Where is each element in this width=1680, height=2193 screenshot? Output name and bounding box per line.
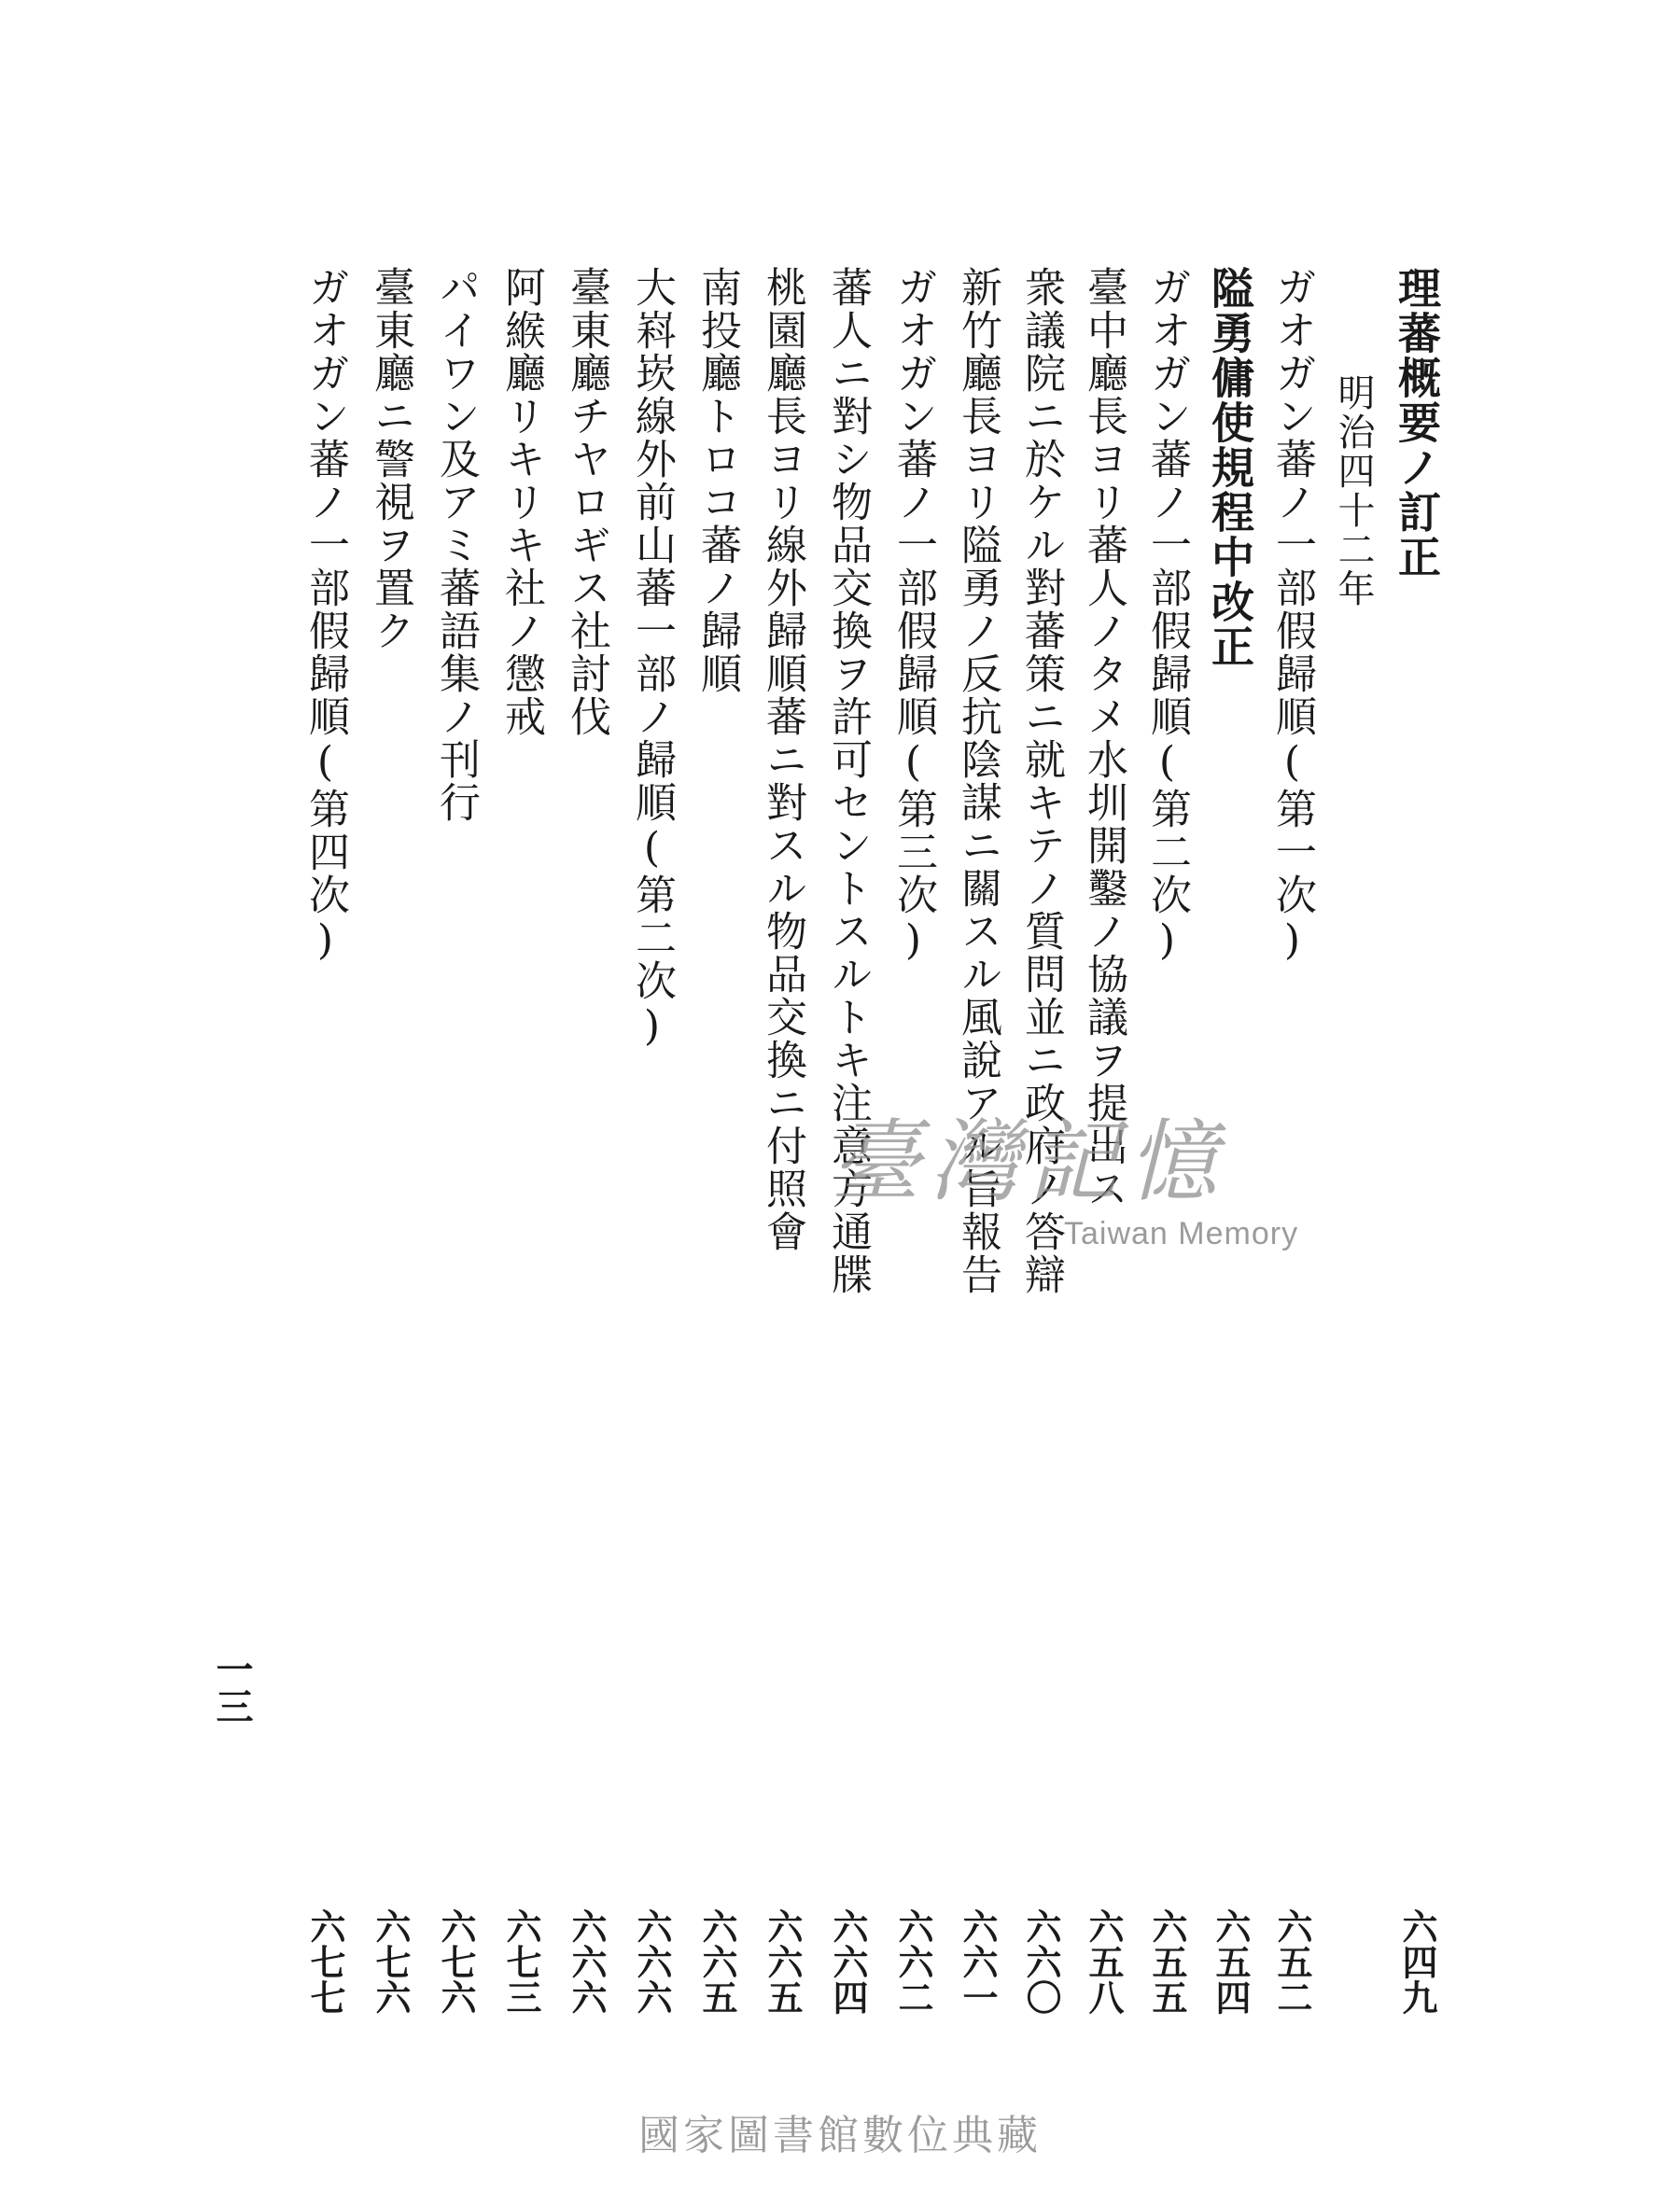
toc-entry-title: ガオガン蕃ノ一部假歸順(第三次): [889, 266, 937, 966]
toc-year-heading: [1325, 266, 1381, 2058]
year-label: 明治四十二年: [1332, 373, 1375, 608]
toc-entry: [427, 266, 483, 2058]
toc-entry: [1389, 266, 1445, 2058]
toc-entry-page: 六六二: [892, 1908, 934, 2015]
toc-entry-title: 阿緱廳リキリキ社ノ懲戒: [497, 266, 545, 738]
toc-entry: [493, 266, 549, 2058]
toc-entry-title: ガオガン蕃ノ一部假歸順(第二次): [1143, 266, 1191, 966]
toc-entry: [689, 266, 745, 2058]
folio-page-number: 一三: [210, 1650, 254, 1725]
toc-entry-page: 六七六: [370, 1908, 412, 2015]
toc-entry-page: 六七六: [435, 1908, 477, 2015]
toc-entry-page: 六六六: [566, 1908, 608, 2015]
toc-entry-page: 六五二: [1271, 1908, 1313, 2015]
toc-entry: [362, 266, 418, 2058]
toc-entry-page: 六五四: [1210, 1908, 1252, 2015]
toc-entry-title: 南投廳トロコ蕃ノ歸順: [693, 266, 741, 695]
toc-entry-title: パイワン及アミ蕃語集ノ刊行: [432, 266, 480, 824]
toc-entry-page: 六五五: [1146, 1908, 1188, 2015]
toc-entry: [754, 266, 810, 2058]
toc-entry-page: 六七七: [304, 1908, 346, 2015]
watermark-en-text: Taiwan Memory: [1064, 1216, 1299, 1251]
toc-entry-title: 蕃人ニ對シ物品交換ヲ許可セントスルトキ注意方通牒: [824, 266, 872, 1296]
toc-entry-page: 六七三: [500, 1908, 542, 2015]
toc-entry-title: 臺中廳長ヨリ蕃人ノタメ水圳開鑿ノ協議ヲ提出ス: [1080, 266, 1127, 1210]
toc-entry-title: 臺東廳ニ警視ヲ置ク: [367, 266, 414, 652]
toc-entry-page: 六六六: [631, 1908, 673, 2015]
watermark-cjk-text: 臺灣記憶: [831, 1110, 1226, 1214]
toc-entry-page: 六六五: [762, 1908, 804, 2015]
toc-entry-page: 六六一: [957, 1908, 999, 2015]
toc-entry-title: 桃園廳長ヨリ線外歸順蕃ニ對スル物品交換ニ付照會: [759, 266, 806, 1253]
library-credit: 國家圖書館數位典藏: [638, 2112, 1042, 2159]
toc-entry-title: ガオガン蕃ノ一部假歸順(第四次): [301, 266, 349, 966]
toc-entry-title: 新竹廳長ヨリ隘勇ノ反抗陰謀ニ關スル風說アル旨報告: [954, 266, 1001, 1296]
toc-entry-page: 六六〇: [1020, 1908, 1062, 2015]
toc-entry: [623, 266, 679, 2058]
toc-entry-title: 理蕃概要ノ訂正: [1392, 266, 1442, 580]
toc-entry-title: 隘勇傭使規程中改正: [1205, 266, 1255, 669]
toc-entry-title: 臺東廳チヤロギス社討伐: [563, 266, 610, 738]
toc-entry: [297, 266, 353, 2058]
toc-entry-page: 六四九: [1396, 1908, 1438, 2015]
toc-entry-title: 衆議院ニ於ケル對蕃策ニ就キテノ質問並ニ政府ノ答辯: [1017, 266, 1065, 1296]
toc-entry-page: 六五八: [1083, 1908, 1125, 2015]
toc-entry: [558, 266, 614, 2058]
toc-entry-page: 六六四: [827, 1908, 869, 2015]
toc-entry-page: 六六五: [696, 1908, 738, 2015]
toc-entry-title: 大嵙崁線外前山蕃一部ノ歸順(第二次): [628, 266, 676, 1052]
taiwan-memory-watermark: [831, 1106, 1316, 1255]
toc-entry-title: ガオガン蕃ノ一部假歸順(第一次): [1268, 266, 1316, 966]
